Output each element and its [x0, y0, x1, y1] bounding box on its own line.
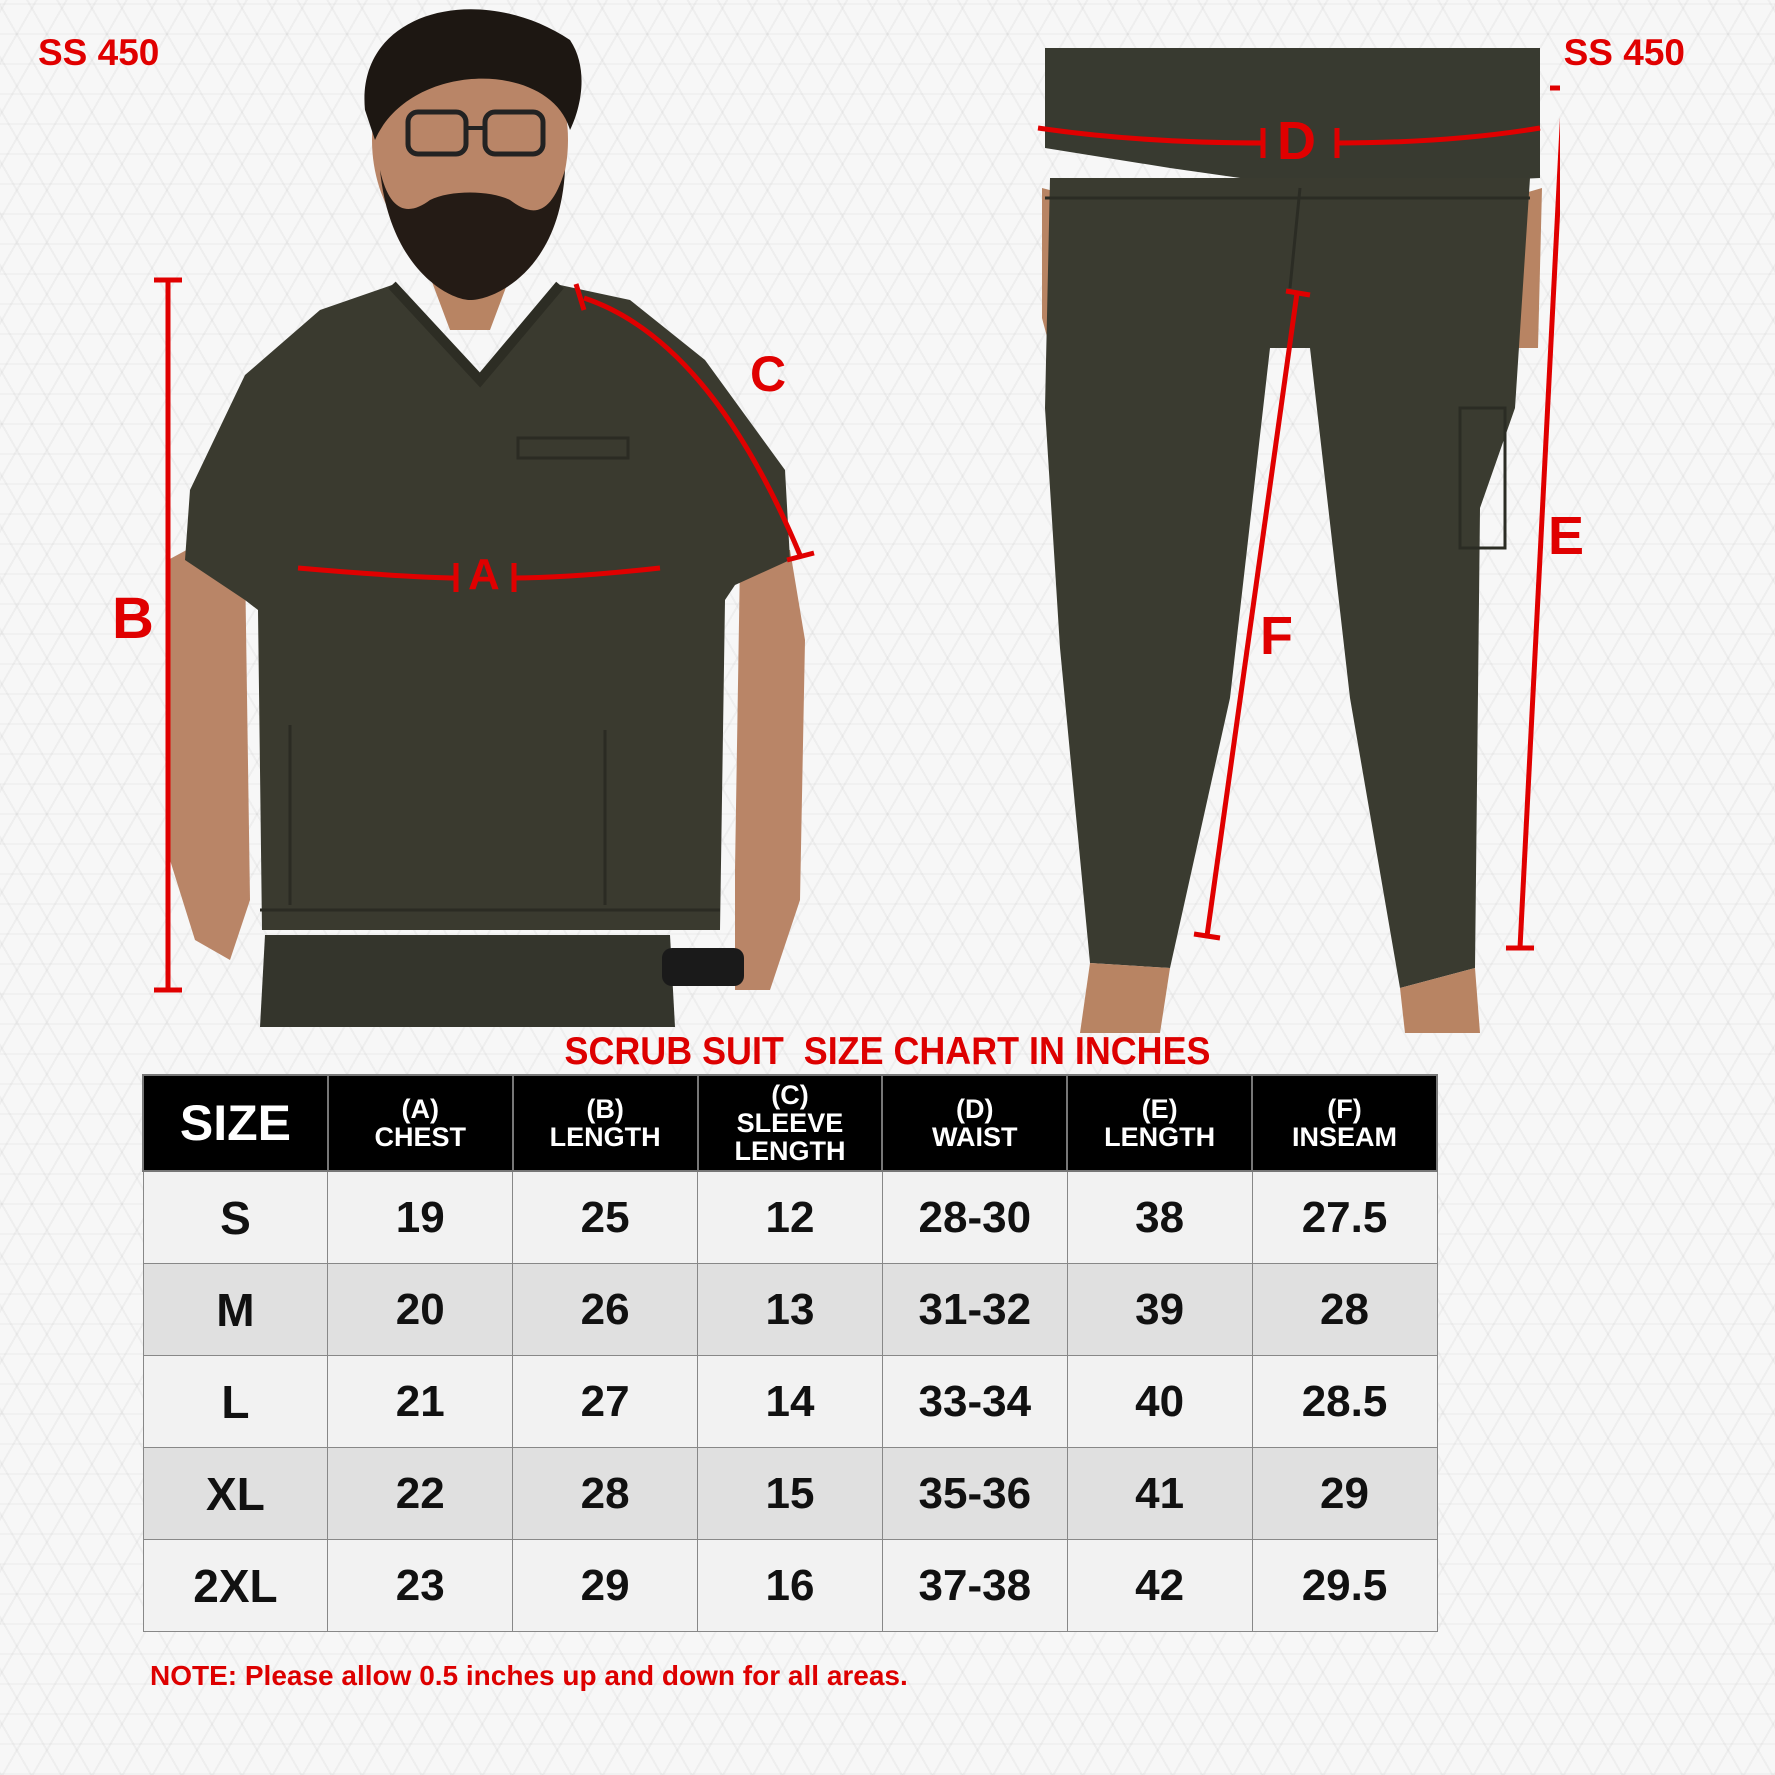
model-code-left: SS 450 [38, 32, 160, 73]
scrub-top-photo [150, 0, 840, 1027]
measurement-cell: 33-34 [882, 1356, 1067, 1448]
column-header-line: SLEEVE [736, 1108, 844, 1138]
measurement-cell: 28.5 [1252, 1356, 1437, 1448]
measurement-cell: 20 [328, 1264, 513, 1356]
model-code-right: SS 450 [1563, 32, 1685, 73]
table-body [143, 1171, 1437, 1632]
chart-title: SCRUB SUIT SIZE CHART IN INCHES [564, 1030, 1211, 1073]
column-header-line: LENGTH [1104, 1122, 1216, 1152]
measurement-cell: 29 [513, 1540, 698, 1632]
column-header [328, 1075, 513, 1171]
measurement-cell: 38 [1067, 1171, 1252, 1264]
column-header-line: (F) [1327, 1094, 1362, 1124]
marker-a: A [468, 550, 500, 599]
scrub-pants-photo [1020, 48, 1560, 1033]
column-header [1252, 1075, 1437, 1171]
measurement-cell: 12 [698, 1171, 883, 1264]
measurement-cell: 28 [513, 1448, 698, 1540]
marker-e: E [1548, 506, 1585, 566]
measurement-cell: 29.5 [1252, 1540, 1437, 1632]
marker-c: C [750, 346, 787, 402]
measurement-cell: 26 [513, 1264, 698, 1356]
column-header-line: (D) [956, 1094, 994, 1124]
table-header-row [143, 1075, 1437, 1171]
size-chart-table [142, 1074, 1438, 1632]
column-header [143, 1075, 328, 1171]
table-row [143, 1356, 1437, 1448]
measurement-cell: 16 [698, 1540, 883, 1632]
measurement-cell: 29 [1252, 1448, 1437, 1540]
size-cell: L [143, 1356, 328, 1448]
measurement-cell: 40 [1067, 1356, 1252, 1448]
size-cell: 2XL [143, 1540, 328, 1632]
marker-b: B [112, 586, 154, 651]
measurement-cell: 13 [698, 1264, 883, 1356]
column-header-line: (E) [1141, 1094, 1178, 1124]
column-header-line: SIZE [179, 1095, 291, 1151]
measurement-cell: 14 [698, 1356, 883, 1448]
column-header-line: (C) [771, 1080, 809, 1110]
table-row [143, 1264, 1437, 1356]
size-cell: XL [143, 1448, 328, 1540]
measurement-cell: 37-38 [882, 1540, 1067, 1632]
note-text: NOTE: Please allow 0.5 inches up and down for all areas. [150, 1660, 908, 1691]
marker-f: F [1260, 606, 1293, 666]
column-header [882, 1075, 1067, 1171]
measurement-cell: 25 [513, 1171, 698, 1264]
measurement-cell: 41 [1067, 1448, 1252, 1540]
measurement-cell: 22 [328, 1448, 513, 1540]
column-header [1067, 1075, 1252, 1171]
column-header [513, 1075, 698, 1171]
measurement-cell: 27 [513, 1356, 698, 1448]
measurement-cell: 19 [328, 1171, 513, 1264]
column-header-line: CHEST [374, 1122, 467, 1152]
measurement-cell: 31-32 [882, 1264, 1067, 1356]
column-header [698, 1075, 883, 1171]
column-header-line: LENGTH [549, 1122, 661, 1152]
marker-d: D [1277, 111, 1316, 171]
column-header-line: WAIST [932, 1122, 1018, 1152]
measurement-cell: 28-30 [882, 1171, 1067, 1264]
measurement-cell: 42 [1067, 1540, 1252, 1632]
table-row [143, 1171, 1437, 1264]
size-cell: S [143, 1171, 328, 1264]
size-cell: M [143, 1264, 328, 1356]
measurement-cell: 15 [698, 1448, 883, 1540]
measurement-cell: 27.5 [1252, 1171, 1437, 1264]
column-header-line: LENGTH [734, 1136, 846, 1166]
measurement-cell: 28 [1252, 1264, 1437, 1356]
column-header-line: (A) [401, 1094, 439, 1124]
table-row [143, 1448, 1437, 1540]
table-row [143, 1540, 1437, 1632]
measurement-cell: 39 [1067, 1264, 1252, 1356]
column-header-line: INSEAM [1292, 1122, 1398, 1152]
measurement-cell: 23 [328, 1540, 513, 1632]
measurement-cell: 35-36 [882, 1448, 1067, 1540]
measurement-cell: 21 [328, 1356, 513, 1448]
column-header-line: (B) [586, 1094, 624, 1124]
